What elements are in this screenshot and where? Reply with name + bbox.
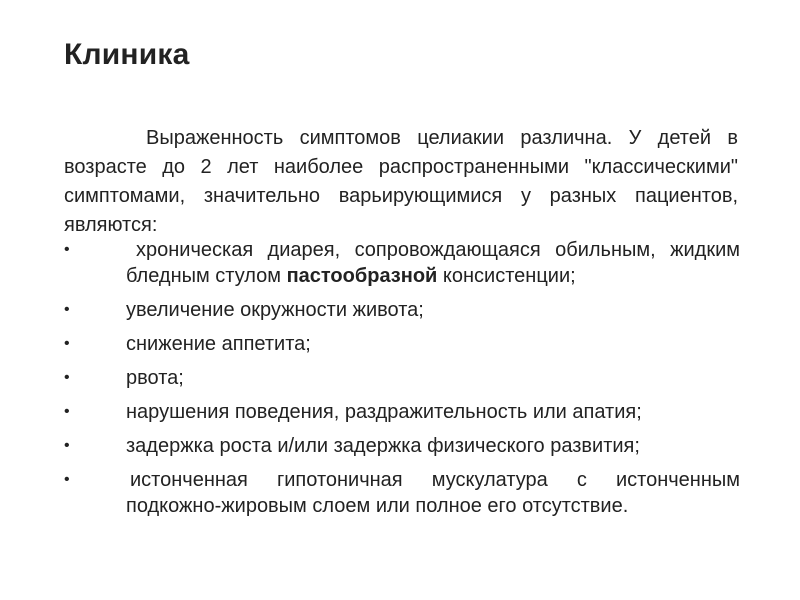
bullet-marker: •: [64, 471, 70, 488]
bullet-marker: •: [64, 437, 70, 454]
bullet-marker: •: [64, 369, 70, 386]
bullet-marker: •: [64, 403, 70, 420]
intro-paragraph: Выраженность симптомов целиакии различна. У детей в возрасте до 2 лет наиболее распространенными "классическими" симптомами, значительно варьирующимися у разных пациентов, являются:: [64, 127, 738, 236]
list-item: [64, 331, 740, 357]
list-item-text-part: консистенции;: [437, 265, 576, 287]
list-item-text: истонченная гипотоничная мускулатура с истонченным подкожно-жировым слоем или полное его отсутствие.: [126, 469, 740, 517]
bullet-marker: •: [64, 241, 70, 258]
list-item: [64, 467, 740, 519]
list-item: [64, 433, 740, 459]
slide-title: Клиника: [64, 38, 190, 71]
bullet-marker: •: [64, 335, 70, 352]
symptom-list: [64, 237, 740, 527]
list-item-text: увеличение окружности живота;: [126, 299, 424, 321]
list-item-text: снижение аппетита;: [126, 333, 311, 355]
emphasized-word: пастообразной: [286, 265, 438, 287]
bullet-marker: •: [64, 301, 70, 318]
list-item: [64, 365, 740, 391]
list-item-text: задержка роста и/или задержка физического развития;: [126, 435, 640, 457]
list-item-text: рвота;: [126, 367, 184, 389]
list-item: [64, 399, 740, 425]
list-item-text: [126, 237, 740, 289]
list-item-text-part: хроническая диарея, сопровождающаяся обильным, жидким бледным стулом: [126, 239, 740, 287]
list-item-text: нарушения поведения, раздражительность или апатия;: [126, 401, 642, 423]
list-item: [64, 237, 740, 289]
list-item: [64, 297, 740, 323]
